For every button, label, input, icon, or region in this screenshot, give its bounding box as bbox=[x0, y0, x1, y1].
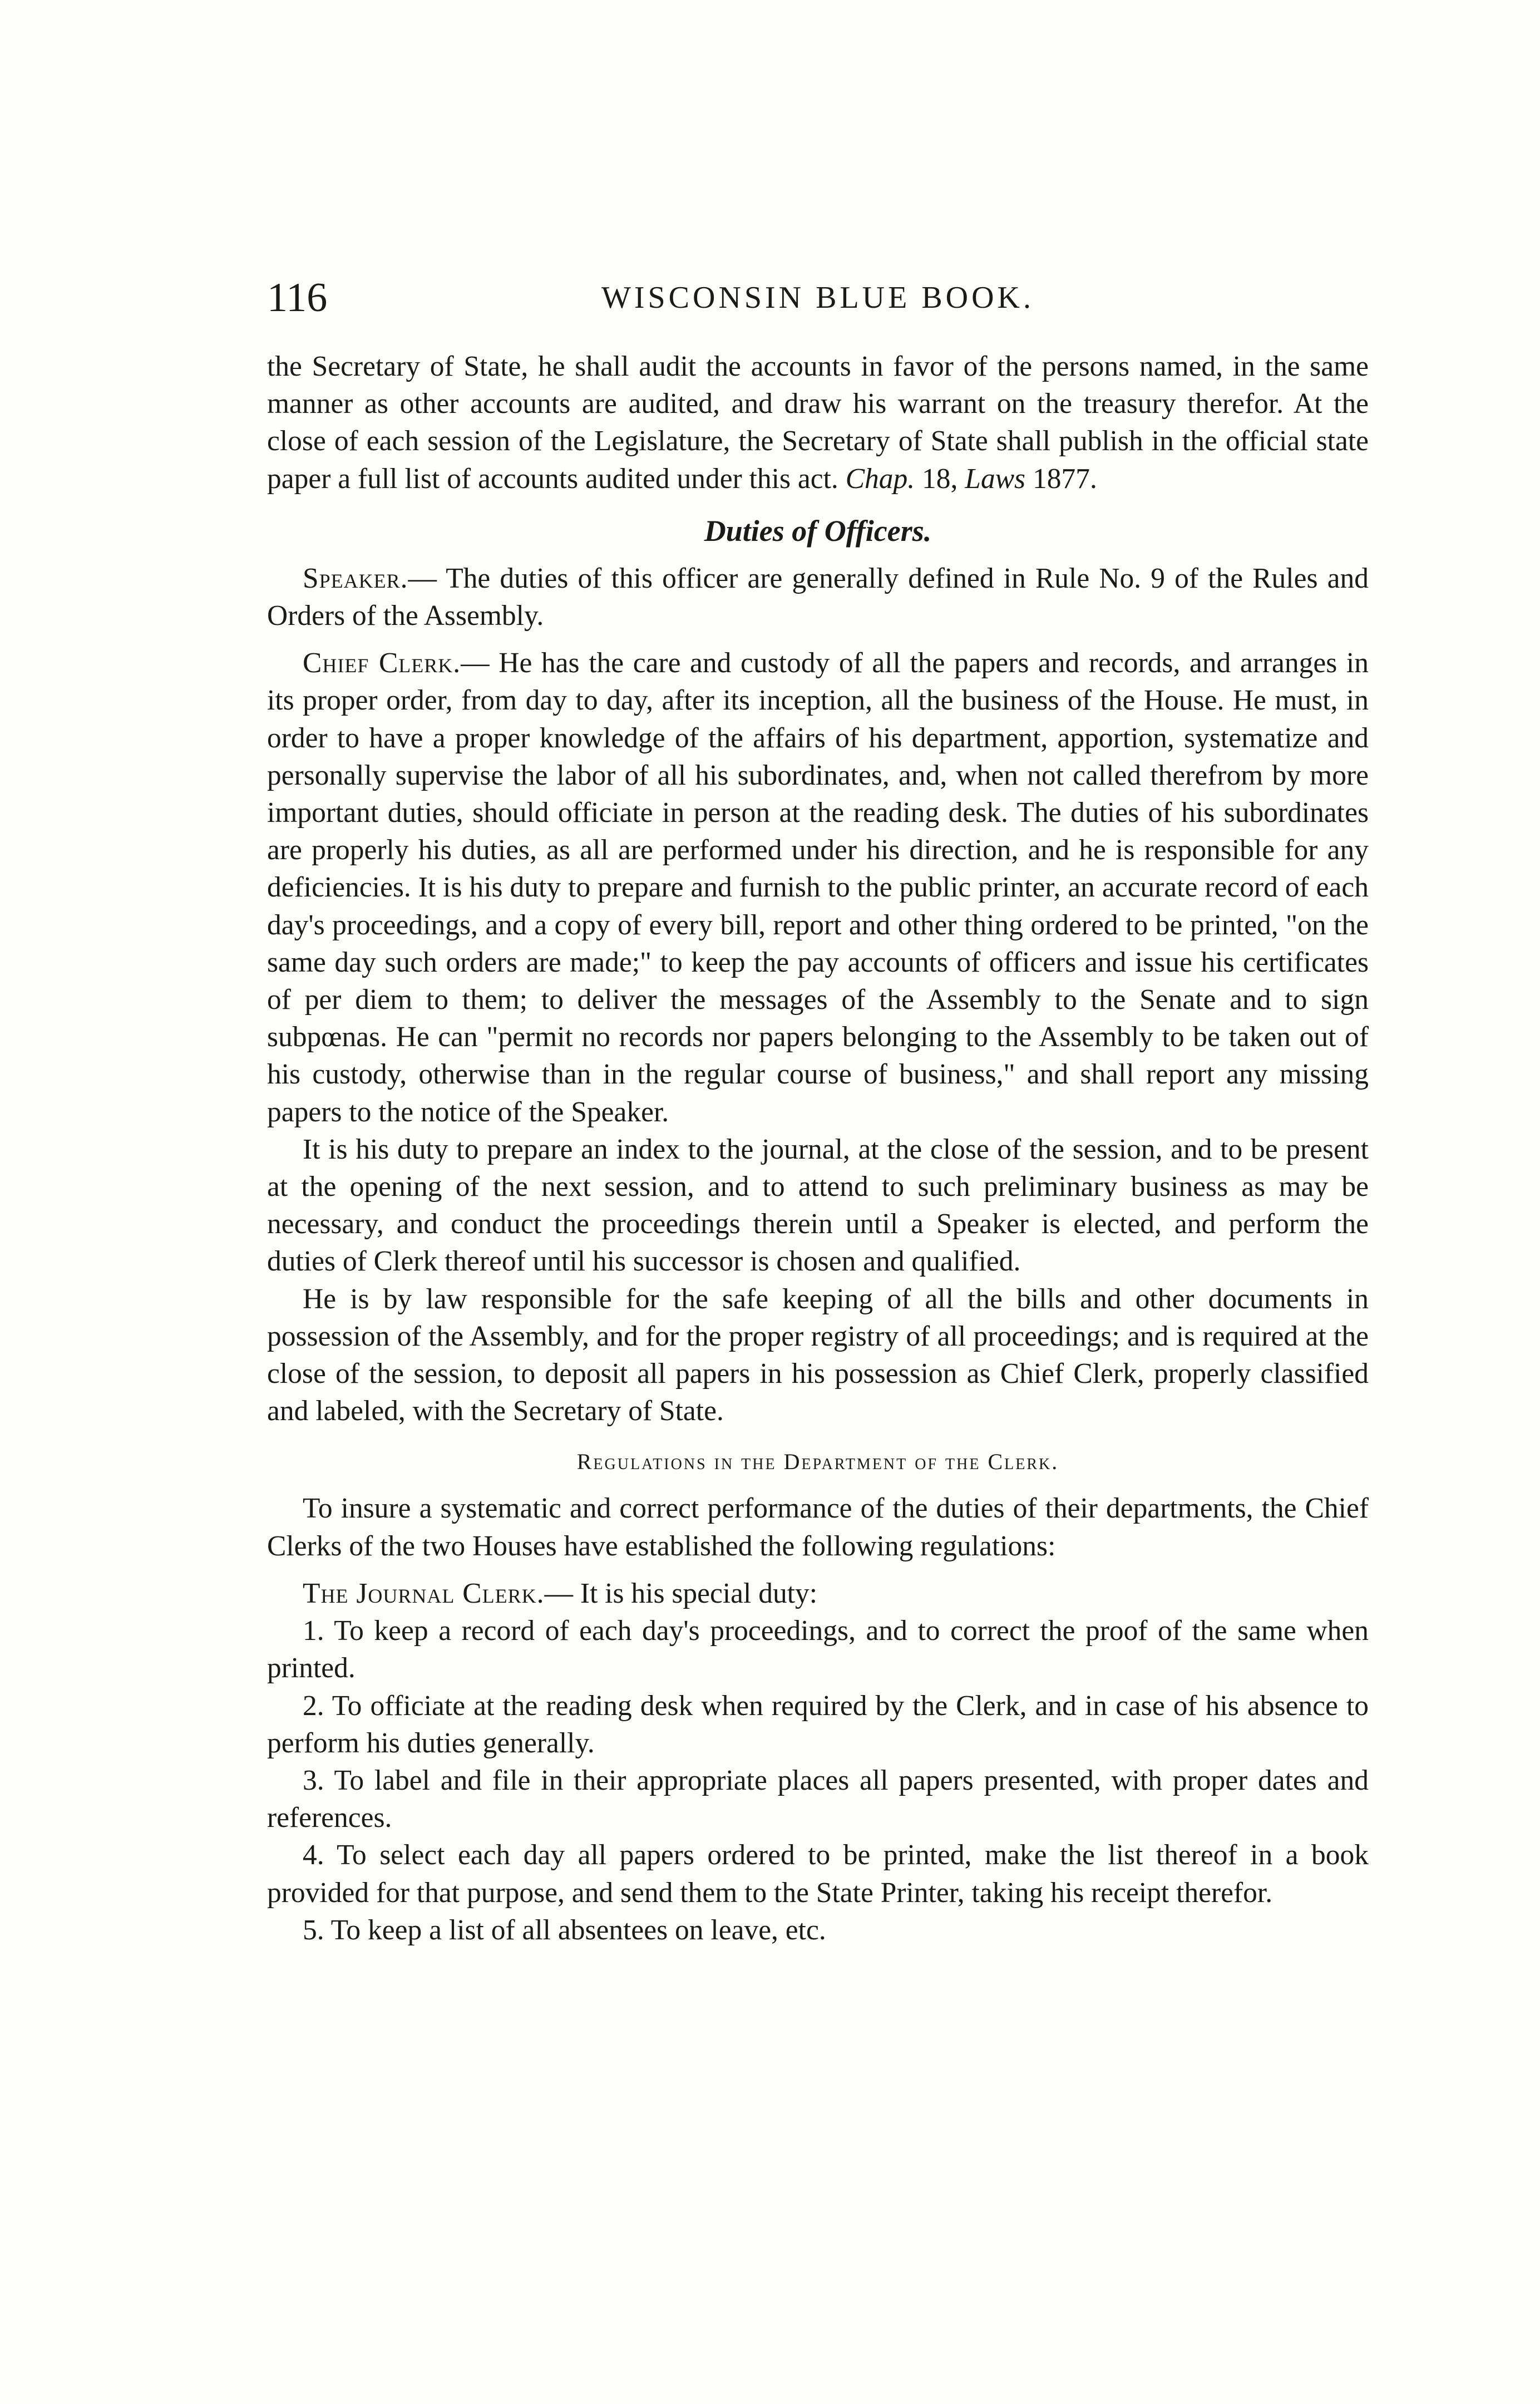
regulation-item: 4. To select each day all papers ordered to be printed, make the list thereof in a book provided for that purpose, and send them to the State Printer, taking his receipt therefor. bbox=[267, 1839, 1369, 1909]
regulation-item: 1. To keep a record of each day's proceedings, and to correct the proof of the same when printed. bbox=[267, 1615, 1369, 1684]
citation-number: 18, bbox=[922, 462, 958, 495]
intro-text: the Secretary of State, he shall audit the accounts in favor of the persons named, in the same manner as other accounts are audited, and draw his warrant on the treasury therefor. At the close of each session of the Legislature, the Secretary of State shall publish in the official state paper a full list of accounts audited under this act. bbox=[267, 351, 1369, 495]
page-number: 116 bbox=[267, 275, 328, 321]
duties-heading: Duties of Officers. bbox=[704, 514, 932, 548]
journal-clerk-label: The Journal Clerk. bbox=[303, 1577, 545, 1609]
chief-clerk-label: Chief Clerk. bbox=[303, 647, 461, 679]
body-text bbox=[267, 348, 1369, 1949]
regulation-item: 5. To keep a list of all absentees on leave, etc. bbox=[303, 1914, 826, 1946]
regulations-intro: To insure a systematic and correct performance of the duties of their departments, the Chief Clerks of the two Houses have established the following regulations: bbox=[267, 1492, 1369, 1562]
chief-clerk-paragraph bbox=[267, 644, 1369, 1131]
speaker-paragraph bbox=[267, 560, 1369, 634]
citation-laws: Laws bbox=[965, 462, 1026, 495]
intro-paragraph bbox=[267, 348, 1369, 497]
regulation-item: 3. To label and file in their appropriate places all papers presented, with proper dates and references. bbox=[267, 1764, 1369, 1834]
running-head: WISCONSIN BLUE BOOK. bbox=[601, 280, 1034, 315]
citation-chap: Chap. bbox=[845, 462, 915, 495]
speaker-text: — The duties of this officer are generally defined in Rule No. 9 of the Rules and Orders of the Assembly. bbox=[267, 562, 1369, 632]
citation-year: 1877. bbox=[1032, 462, 1097, 495]
regulations-heading: Regulations in the Department of the Clerk. bbox=[576, 1449, 1059, 1475]
journal-clerk-text: — It is his special duty: bbox=[544, 1577, 818, 1609]
index-paragraph: It is his duty to prepare an index to the journal, at the close of the session, and to be present at the opening of the next session, and to attend to such preliminary business as may be necessary, and conduct the proceedings therein until a Speaker is elected, and perform the duties of Clerk thereof until his successor is chosen and qualified. bbox=[267, 1133, 1369, 1278]
page-header bbox=[267, 267, 1369, 328]
chief-clerk-text: — He has the care and custody of all the papers and records, and arranges in its proper order, from day to day, after its inception, all the business of the House. He must, in order to have a proper knowledge of the affairs of his department, apportion, systematize and personally supervise the labor of all his subordinates, and, when not called therefrom by more important duties, should officiate in person at the reading desk. The duties of his subordinates are properly his duties, as all are performed under his direction, and he is responsible for any deficiencies. It is his duty to prepare and furnish to the public printer, an accurate record of each day's proceedings, and a copy of every bill, report and other thing ordered to be printed, "on the same day such orders are made;" to keep the pay accounts of officers and issue his certificates of per diem to them; to deliver the messages of the Assembly to the Senate and to sign subpœnas. He can "permit no records nor papers belonging to the Assembly to be taken out of his custody, otherwise than in the regular course of business," and shall report any missing papers to the notice of the Speaker. bbox=[267, 647, 1369, 1128]
regulation-item: 2. To officiate at the reading desk when required by the Clerk, and in case of his absence to perform his duties generally. bbox=[267, 1689, 1369, 1759]
law-paragraph: He is by law responsible for the safe keeping of all the bills and other documents in possession of the Assembly, and for the proper registry of all proceedings; and is required at the close of the session, to deposit all papers in his possession as Chief Clerk, properly classified and labeled, with the Secretary of State. bbox=[267, 1283, 1369, 1427]
journal-clerk-paragraph bbox=[267, 1575, 1369, 1612]
speaker-label: Speaker. bbox=[303, 562, 408, 594]
